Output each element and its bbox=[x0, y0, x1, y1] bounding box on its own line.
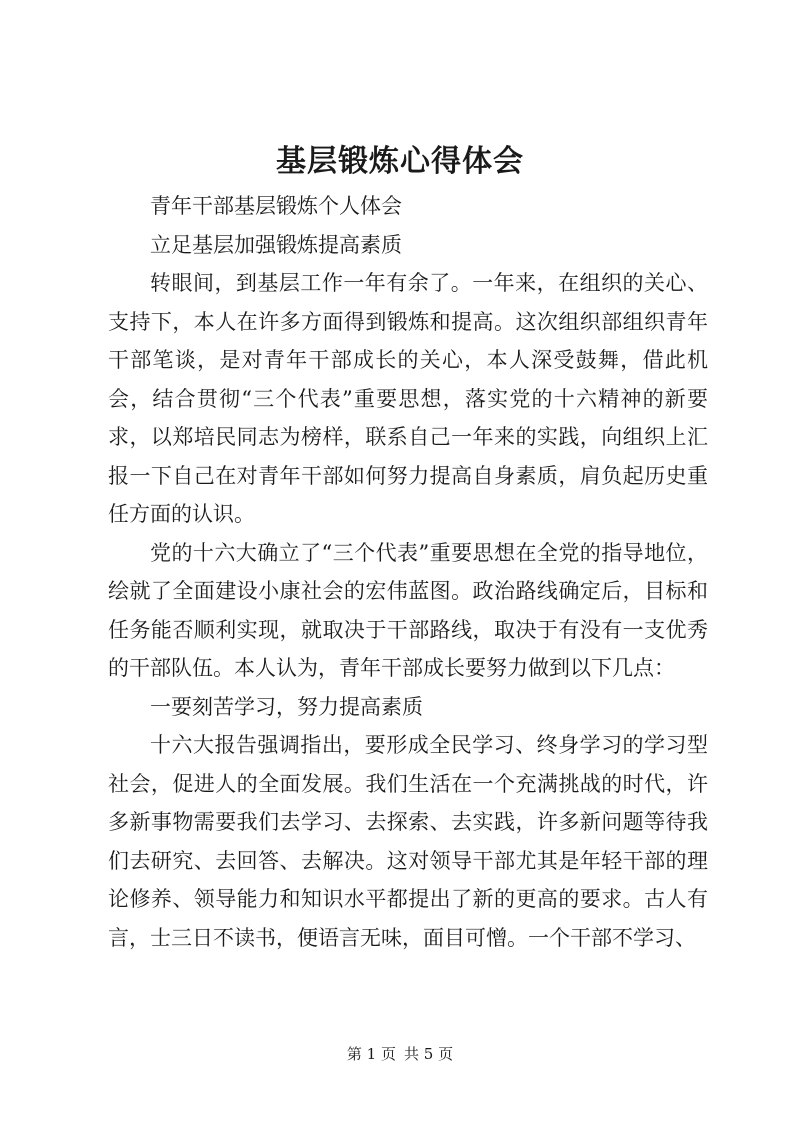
paragraph-subtitle-2: 立足基层加强锻炼提高素质 bbox=[150, 232, 402, 257]
page-total: 共 5 页 bbox=[404, 1045, 454, 1063]
paragraph-heading-1: 一要刻苦学习，努力提高素质 bbox=[150, 694, 423, 719]
paragraph-subtitle-1: 青年干部基层锻炼个人体会 bbox=[150, 194, 402, 218]
document-body bbox=[108, 187, 708, 957]
paragraph-learning: 十六大报告强调指出，要形成全民学习、终身学习的学习型社会，促进人的全面发展。我们生活在一个充满挑战的时代，许多新事物需要我们去学习、去探索、去实践，许多新问题等待我们去研究、去回答、去解决。这对领导干部尤其是年轻干部的理论修养、领导能力和知识水平都提出了新的更高的要求。古人有言，士三日不读书，便语言无味，面目可憎。一个干部不学习、 bbox=[108, 733, 708, 950]
paragraph-intro: 转眼间，到基层工作一年有余了。一年来，在组织的关心、支持下，本人在许多方面得到锻炼和提高。这次组织部组织青年干部笔谈，是对青年干部成长的关心，本人深受鼓舞，借此机会，结合贯彻“三个代表”重要思想，落实党的十六精神的新要求，以郑培民同志为榜样，联系自己一年来的实践，向组织上汇报一下自己在对青年干部如何努力提高自身素质，肩负起历史重任方面的认识。 bbox=[108, 271, 708, 526]
page-footer bbox=[0, 1044, 800, 1064]
page-number: 第 1 页 bbox=[346, 1045, 396, 1063]
paragraph-context: 党的十六大确立了“三个代表”重要思想在全党的指导地位，绘就了全面建设小康社会的宏伟蓝图。政治路线确定后，目标和任务能否顺利实现，就取决于干部路线，取决于有没有一支优秀的干部队伍。本人认为，青年干部成长要努力做到以下几点： bbox=[108, 540, 708, 680]
document-title: 基层锻炼心得体会 bbox=[276, 144, 524, 179]
